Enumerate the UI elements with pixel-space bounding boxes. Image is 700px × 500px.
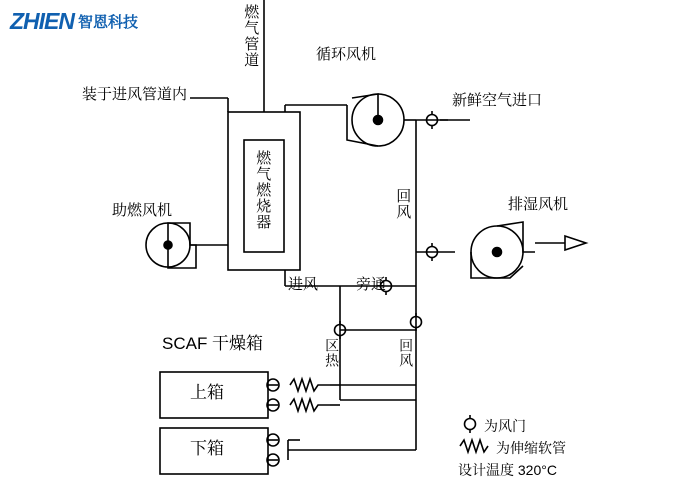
exhaust-outlet-arrow <box>565 236 586 250</box>
label-gas-pipe: 燃气管道 <box>242 4 260 68</box>
exhaust-fan-hub <box>493 248 502 257</box>
label-upper-box: 上箱 <box>190 383 224 402</box>
legend-hose-glyph <box>460 440 488 452</box>
flex-hose-upper-1 <box>290 379 330 391</box>
legend-design-temp: 设计温度 320°C <box>458 462 557 478</box>
logo-brand-text: ZHIEN <box>10 8 74 34</box>
label-return-air-main: 回风 <box>394 188 412 220</box>
brand-logo <box>10 8 138 35</box>
circulation-fan-housing <box>347 105 378 146</box>
label-bypass: 旁通 <box>356 276 387 293</box>
label-installed-in-intake: 装于进风管道内 <box>82 86 188 103</box>
logo-brand-cn: 智恩科技 <box>78 14 139 31</box>
label-gas-burner: 燃气燃烧器 <box>254 150 272 230</box>
label-lower-box: 下箱 <box>190 439 224 458</box>
label-intake-air: 进风 <box>288 276 319 293</box>
label-fresh-air-inlet: 新鲜空气进口 <box>452 92 543 109</box>
label-return-air-right: 回风 <box>398 338 415 368</box>
label-exhaust-fan: 排湿风机 <box>508 196 569 213</box>
circulation-fan-hub <box>374 116 383 125</box>
label-circulation-fan: 循环风机 <box>316 46 377 63</box>
flex-hose-upper-2 <box>290 399 330 411</box>
combustion-fan-hub <box>164 241 172 249</box>
label-combustion-fan: 助燃风机 <box>112 202 173 219</box>
legend-damper-glyph <box>465 415 476 433</box>
label-return-air-left: 区热 <box>324 338 341 368</box>
legend-hose-text: 为伸缩软管 <box>496 440 566 456</box>
legend-damper-text: 为风门 <box>484 418 526 434</box>
label-scaf-dryer: SCAF 干燥箱 <box>162 334 264 353</box>
